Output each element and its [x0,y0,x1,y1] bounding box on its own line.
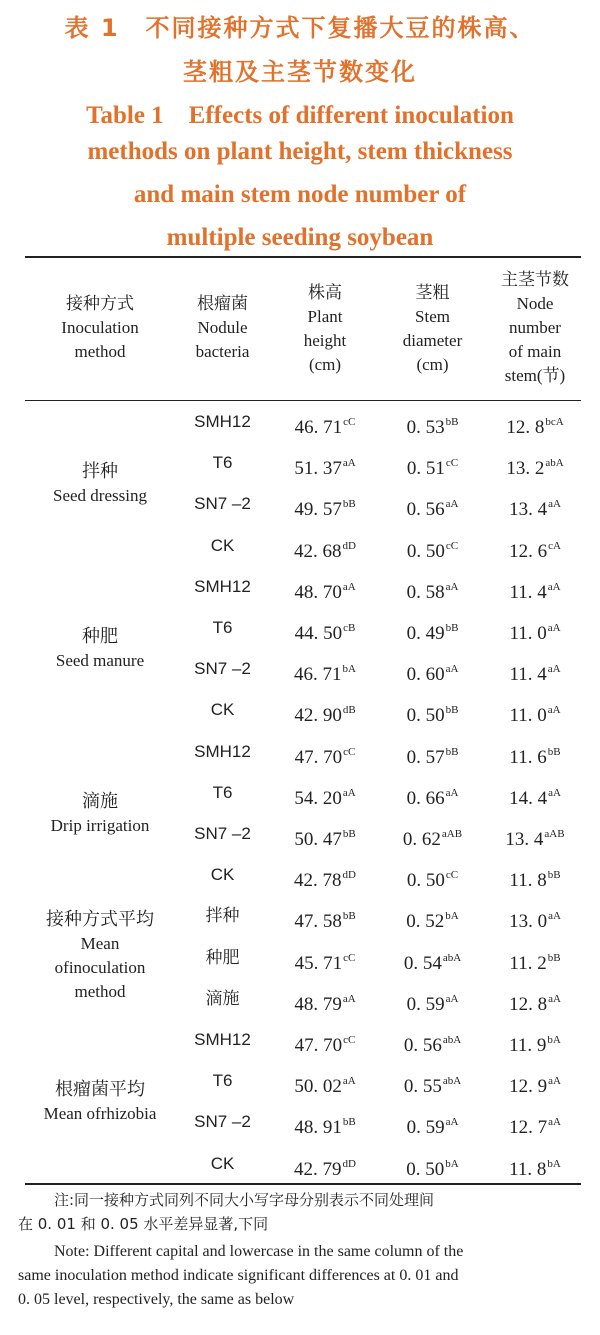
cell-node-number [485,492,585,522]
cell-value: 0. 50 [406,705,445,727]
header-rule [25,400,581,401]
cell-node-number [485,616,585,646]
cell-value: SMH12 [194,412,251,431]
cell-value: 12. 7 [509,1117,548,1139]
table-title-en-line4: multiple seeding soybean [166,224,434,251]
cell-value: 11. 4 [509,664,547,686]
cell-value: CK [210,1153,235,1173]
significance-letters: cC [343,745,356,758]
significance-letters: bA [547,1034,561,1046]
significance-letters: bB [342,498,356,511]
cell-value: 42. 79 [294,1158,342,1180]
group-label-en: Mean [80,934,120,953]
cell-bacteria [175,863,270,887]
cell-value: CK [210,865,235,885]
significance-letters: cC [343,1034,356,1046]
cell-stem-diameter [380,698,485,728]
cell-value: 0. 56 [406,499,445,521]
significance-letters: cC [343,416,356,428]
cell-value: 46. 71 [294,417,343,438]
cell-bacteria [175,410,270,434]
cell-value: 0. 53 [406,417,445,438]
significance-letters: dD [342,1157,356,1170]
header-plant-height [270,281,380,377]
significance-letters: abA [442,1075,462,1088]
significance-letters: aA [548,992,561,1005]
note-zh-line1: 注:同一接种方式同列不同大小写字母分别表示不同处理间 [54,1191,435,1209]
cell-value: 拌种 [205,906,240,927]
cell-value: SMH12 [194,1030,251,1049]
cell-value: 50. 47 [294,829,342,850]
cell-value: 14. 4 [509,787,548,809]
cell-plant-height [270,1069,380,1099]
cell-value: 12. 8 [509,993,548,1015]
significance-letters: aA [342,457,356,470]
table-title-en-line3: and main stem node number of [133,181,467,208]
cell-value: 0. 62 [402,829,441,850]
cell-stem-diameter [380,781,485,811]
significance-letters: aA [547,580,561,593]
bottom-rule [25,1183,581,1185]
cell-stem-diameter [380,987,485,1017]
cell-value: SMH12 [194,741,251,761]
cell-value: T6 [212,782,233,802]
cell-node-number [485,781,585,811]
cell-node-number [485,740,585,770]
cell-value: 13. 2 [506,458,545,480]
cell-value: 13. 4 [509,499,548,521]
significance-letters: cB [343,622,356,634]
header-col3-en2: height [303,331,347,350]
significance-letters: bB [547,745,561,758]
cell-value: 42. 90 [294,705,342,727]
cell-value: SN7 –2 [194,824,251,843]
cell-value: 45. 71 [294,952,343,974]
cell-value: 47. 70 [294,746,343,768]
significance-letters: dD [342,869,356,882]
significance-letters: cC [445,457,459,470]
cell-value: 滴施 [205,988,240,1009]
cell-node-number [485,410,585,440]
significance-letters: bB [342,910,356,923]
cell-plant-height [270,946,380,976]
cell-bacteria [175,1152,270,1176]
cell-value: 48. 70 [294,581,342,603]
cell-value: 12. 6 [509,540,548,562]
cell-bacteria [175,904,270,928]
significance-letters: bA [342,663,356,676]
cell-value: 47. 58 [294,911,342,933]
cell-value: CK [210,535,235,555]
cell-value: 51. 37 [294,458,342,480]
significance-letters: bA [445,910,459,923]
significance-letters: aA [445,1116,459,1129]
cell-value: 11. 2 [509,952,547,974]
header-col2-en2: bacteria [195,342,250,361]
table-title-en-line2: methods on plant height, stem thickness [87,138,513,165]
note-en-line3: 0. 05 level, respectively, the same as below [18,1291,295,1308]
cell-value: 13. 0 [509,911,548,933]
significance-letters: bB [445,704,459,717]
cell-stem-diameter [380,904,485,934]
cell-stem-diameter [380,1069,485,1099]
cell-bacteria [175,492,270,516]
cell-node-number [485,987,585,1017]
significance-letters: aA [548,1116,561,1129]
cell-stem-diameter [380,1028,485,1058]
cell-bacteria [175,1028,270,1052]
cell-node-number [485,946,585,976]
cell-value: 11. 6 [509,746,547,768]
cell-value: 0. 57 [406,746,445,768]
header-col5-zh: 主茎节数 [501,270,569,290]
cell-stem-diameter [380,410,485,440]
header-col4-zh: 茎粗 [415,283,450,303]
group-seed-manure [25,625,175,673]
cell-node-number [485,1110,585,1140]
cell-value: 0. 49 [406,623,445,644]
header-inoculation-method [25,292,175,364]
cell-value: SN7 –2 [194,1112,251,1132]
significance-letters: aA [547,622,561,634]
significance-letters: dB [342,704,356,717]
cell-node-number [485,698,585,728]
significance-letters: cC [445,869,459,882]
header-nodule-bacteria [175,292,270,364]
cell-node-number [485,534,585,564]
cell-plant-height [270,1028,380,1058]
cell-stem-diameter [380,492,485,522]
cell-plant-height [270,410,380,440]
significance-letters: aA [445,580,459,593]
header-col4-unit: (cm) [416,355,449,374]
significance-letters: bA [445,1157,459,1170]
group-label-en: Seed dressing [53,486,147,505]
cell-value: 11. 0 [509,623,547,644]
cell-plant-height [270,451,380,481]
significance-letters: aA [342,580,356,593]
significance-letters: bB [342,828,356,840]
note-zh-line2: 在 0. 01 和 0. 05 水平差异显著,下同 [18,1215,269,1233]
significance-letters: aA [445,663,459,676]
header-col1-en1: Inoculation [61,318,139,337]
cell-value: 11. 0 [509,705,547,727]
cell-value: 49. 57 [294,499,342,521]
header-col1-zh: 接种方式 [66,294,134,314]
significance-letters: aA [548,1075,561,1088]
cell-value: 50. 02 [294,1076,342,1098]
cell-stem-diameter [380,657,485,687]
cell-stem-diameter [380,740,485,770]
significance-letters: abA [442,951,462,964]
cell-value: 0. 59 [406,993,445,1015]
cell-value: 0. 50 [406,540,445,562]
significance-letters: aAB [441,828,463,840]
table-title-en-line1: Table 1 Effects of different inoculation [86,102,514,129]
note-en-line2: same inoculation method indicate significant differences at 0. 01 and [18,1267,459,1284]
group-label-zh: 种肥 [82,626,118,647]
significance-letters: bB [445,622,459,634]
significance-letters: aA [445,786,459,799]
cell-node-number [485,1152,585,1182]
table-title-zh-line1: 表 1 不同接种方式下复播大豆的株高、 [64,14,536,42]
cell-value: 48. 79 [294,993,342,1015]
cell-bacteria [175,534,270,558]
header-col5-en2: number [509,318,561,337]
cell-stem-diameter [380,946,485,976]
group-drip-irrigation [25,790,175,838]
header-col5-unit: stem(节) [504,366,566,385]
header-stem-diameter [380,281,485,377]
cell-plant-height [270,1152,380,1182]
cell-value: 11. 9 [509,1035,547,1056]
significance-letters: abA [442,1034,462,1046]
cell-bacteria [175,1069,270,1093]
header-col1-en2: method [74,342,126,361]
cell-value: 0. 60 [406,664,445,686]
cell-node-number [485,1069,585,1099]
cell-value: 11. 8 [509,870,547,892]
cell-bacteria [175,1110,270,1134]
significance-letters: aA [548,910,561,923]
group-label-en: method [74,982,126,1001]
cell-value: SMH12 [194,576,251,596]
significance-letters: aA [547,663,561,676]
cell-bacteria [175,616,270,640]
significance-letters: aA [547,704,561,717]
cell-value: SN7 –2 [194,494,251,514]
significance-letters: bcA [545,416,564,428]
cell-bacteria [175,575,270,599]
table-title-zh-line2: 茎粗及主茎节数变化 [183,58,417,86]
header-col2-en1: Nodule [197,318,248,337]
group-seed-dressing [25,460,175,508]
cell-value: 48. 91 [294,1117,342,1139]
cell-bacteria [175,781,270,805]
group-label-zh: 根瘤菌平均 [55,1079,145,1100]
significance-letters: aAB [544,828,565,840]
significance-letters: bB [445,745,459,758]
significance-letters: bB [547,869,561,882]
significance-letters: cC [445,539,459,552]
significance-letters: aA [342,786,356,799]
note-en-line1: Note: Different capital and lowercase in the same column of the [54,1243,464,1260]
cell-plant-height [270,698,380,728]
top-rule [25,256,581,258]
cell-value: CK [210,700,235,720]
cell-stem-diameter [380,575,485,605]
cell-node-number [485,657,585,687]
cell-stem-diameter [380,863,485,893]
significance-letters: aA [445,992,459,1005]
group-mean-inoculation-method [25,908,175,1004]
cell-value: 0. 50 [406,1158,445,1180]
group-mean-rhizobia [25,1078,175,1126]
significance-letters: bB [342,1116,356,1129]
cell-plant-height [270,987,380,1017]
cell-node-number [485,1028,585,1058]
header-col3-en1: Plant [307,307,343,326]
cell-value: 0. 52 [406,911,445,933]
cell-value: SN7 –2 [194,659,251,679]
header-col4-en1: Stem [415,307,450,326]
significance-letters: aA [445,498,459,511]
cell-value: 0. 50 [406,870,445,892]
group-label-zh: 接种方式平均 [46,909,154,930]
group-label-en: ofinoculation [54,958,146,977]
cell-value: 13. 4 [505,829,544,850]
significance-letters: aA [342,1075,356,1088]
group-label-zh: 拌种 [82,461,118,482]
significance-letters: dD [342,539,356,552]
group-label-en: Drip irrigation [50,816,150,835]
significance-letters: aA [342,992,356,1005]
cell-value: T6 [212,618,233,637]
cell-plant-height [270,863,380,893]
significance-letters: cA [548,539,561,552]
cell-value: 0. 58 [406,581,445,603]
cell-stem-diameter [380,1110,485,1140]
cell-value: 11. 4 [509,581,547,603]
cell-plant-height [270,575,380,605]
cell-value: 12. 9 [509,1076,548,1098]
significance-letters: aA [548,498,561,511]
cell-plant-height [270,904,380,934]
cell-bacteria [175,740,270,764]
cell-value: 46. 71 [294,664,342,686]
header-col5-en1: Node [516,294,554,313]
significance-letters: aA [548,786,561,799]
group-label-en: Mean ofrhizobia [43,1104,157,1123]
cell-value: 42. 78 [294,870,342,892]
cell-node-number [485,575,585,605]
group-label-zh: 滴施 [82,791,118,812]
cell-value: 种肥 [205,947,240,968]
cell-value: 47. 70 [294,1035,343,1056]
header-col3-zh: 株高 [308,283,342,303]
significance-letters: bB [445,416,459,428]
cell-value: 0. 66 [406,787,445,809]
cell-value: 0. 54 [403,952,442,974]
cell-stem-diameter [380,534,485,564]
significance-letters: abA [545,457,564,470]
cell-bacteria [175,698,270,722]
cell-value: 44. 50 [294,623,343,644]
cell-value: 12. 8 [506,417,545,438]
significance-letters: bA [547,1157,561,1170]
cell-stem-diameter [380,616,485,646]
cell-value: 42. 68 [294,540,342,562]
cell-bacteria [175,946,270,970]
cell-plant-height [270,534,380,564]
header-col3-unit: (cm) [308,355,342,374]
header-node-number [485,268,585,388]
cell-plant-height [270,822,380,852]
cell-bacteria [175,657,270,681]
header-col2-zh: 根瘤菌 [197,294,248,314]
header-col5-en3: of main [508,342,562,361]
cell-plant-height [270,616,380,646]
cell-plant-height [270,1110,380,1140]
cell-value: 0. 59 [406,1117,445,1139]
cell-node-number [485,451,585,481]
cell-value: 0. 56 [403,1035,442,1056]
cell-bacteria [175,987,270,1011]
cell-bacteria [175,822,270,846]
cell-plant-height [270,740,380,770]
cell-node-number [485,863,585,893]
header-col4-en2: diameter [402,331,463,350]
cell-node-number [485,822,585,852]
significance-letters: bB [547,951,561,964]
cell-stem-diameter [380,822,485,852]
cell-node-number [485,904,585,934]
cell-plant-height [270,492,380,522]
cell-value: 54. 20 [294,787,342,809]
cell-value: T6 [212,1071,233,1091]
cell-stem-diameter [380,1152,485,1182]
group-label-en: Seed manure [55,651,145,670]
significance-letters: cC [343,951,356,964]
cell-bacteria [175,451,270,475]
cell-plant-height [270,657,380,687]
cell-value: 0. 55 [403,1076,442,1098]
cell-value: 11. 8 [509,1158,547,1180]
cell-stem-diameter [380,451,485,481]
cell-plant-height [270,781,380,811]
cell-value: 0. 51 [406,458,445,480]
cell-value: T6 [212,453,233,473]
